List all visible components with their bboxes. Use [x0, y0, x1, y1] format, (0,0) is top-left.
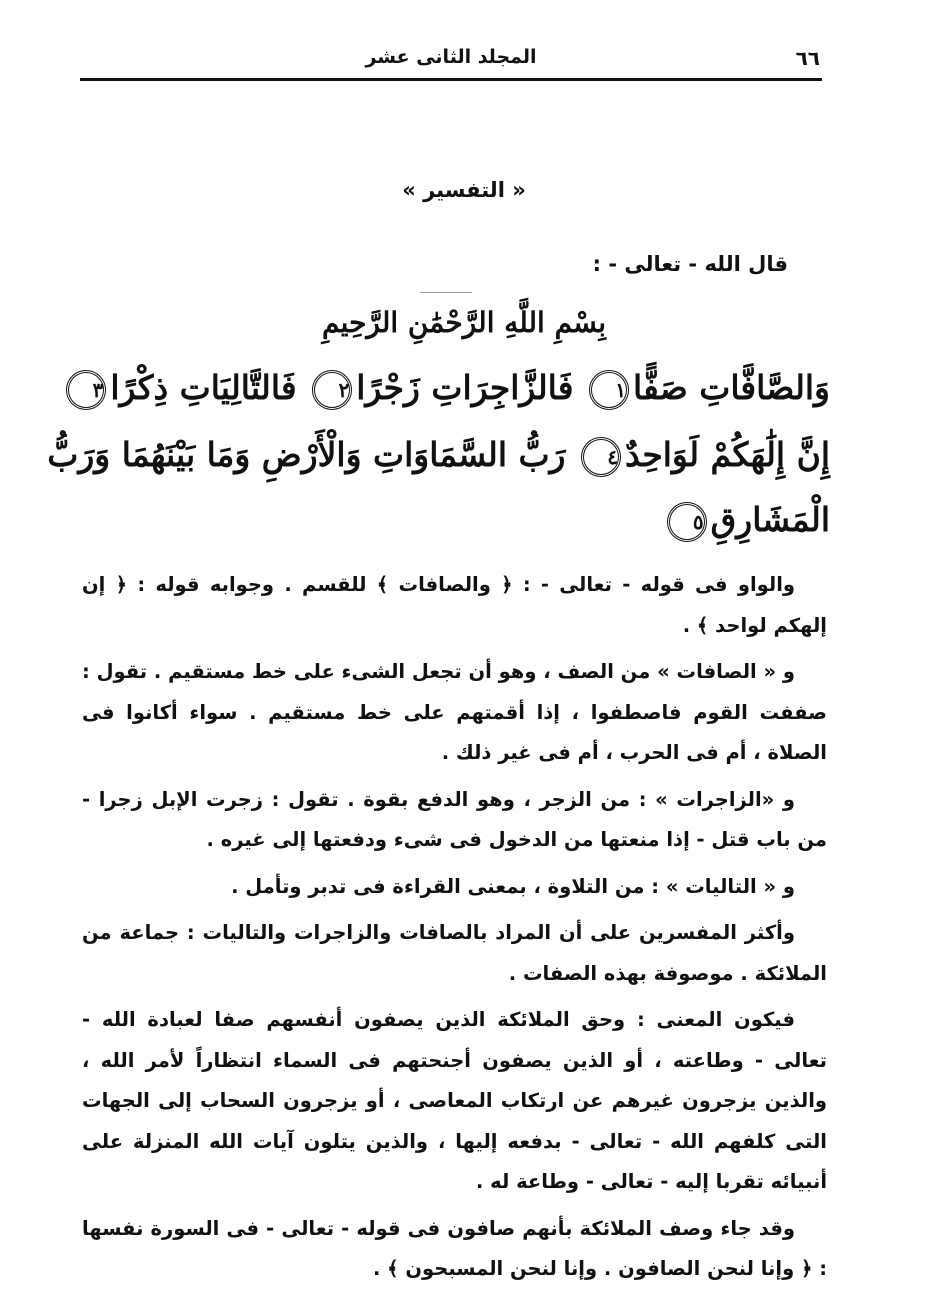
page-header — [80, 40, 822, 81]
verse-text: إِنَّ إِلَٰهَكُمْ لَوَاحِدٌ — [625, 435, 830, 474]
paragraph: و « الصافات » من الصف ، وهو أن تجعل الشىء على خط مستقيم . تقول : صففت القوم فاصطفوا ، إذا أقمتهم على خط مستقيم . سواء أكانوا فى الصلاة ، أم فى الحرب ، أم فى غير ذلك . — [82, 660, 827, 764]
paragraph: و «الزاجرات » : من الزجر ، وهو الدفع بقوة . تقول : زجرت الإبل زجرا - من باب قتل - إذا منعتها من الدخول فى شىء ودفعتها إلى غيره . — [82, 787, 827, 851]
verse-text: الْمَشَارِقِ — [710, 500, 830, 539]
commentary-text — [82, 565, 827, 1296]
verse-number-marker: ٢ — [312, 370, 352, 410]
quran-line-3 — [150, 500, 830, 542]
paragraph: وأكثر المفسرين على أن المراد بالصافات والزاجرات والتاليات : جماعة من الملائكة . موصوفة بهذه الصفات . — [82, 921, 827, 985]
verse-number-marker: ١ — [589, 370, 629, 410]
verse-number-marker: ٣ — [66, 370, 106, 410]
divider — [420, 292, 472, 293]
verse-text: رَبُّ السَّمَاوَاتِ وَالْأَرْضِ وَمَا بَيْنَهُمَا وَرَبُّ — [47, 435, 566, 474]
page-number: ٦٦ — [795, 46, 820, 70]
running-title: المجلد الثانى عشر — [365, 46, 537, 68]
verse-text: وَالصَّافَّاتِ صَفًّا — [633, 368, 830, 407]
paragraph: و « التاليات » : من التلاوة ، بمعنى القراءة فى تدبر وتأمل . — [231, 874, 795, 898]
verse-number-marker: ٤ — [581, 437, 621, 477]
section-title: « التفسير » — [402, 178, 526, 202]
basmala: بِسْمِ اللَّهِ الرَّحْمَٰنِ الرَّحِيمِ — [322, 306, 606, 339]
paragraph: والواو فى قوله - تعالى - : ﴿ والصافات ﴾ للقسم . وجوابه قوله : ﴿ إن إلهكم لواحد ﴾ . — [82, 573, 827, 637]
quran-line-2 — [47, 435, 830, 477]
paragraph: وقد جاء وصف الملائكة بأنهم صافون فى قوله - تعالى - فى السورة نفسها : ﴿ وإنا لنحن الصافون . وإنا لنحن المسبحون ﴾ . — [82, 1216, 827, 1280]
verse-number-marker: ٥ — [667, 502, 707, 542]
verse-text: فَالتَّالِيَاتِ ذِكْرًا — [110, 368, 297, 407]
paragraph: فيكون المعنى : وحق الملائكة الذين يصفون أنفسهم صفا لعبادة الله - تعالى - وطاعته ، أو الذين يصفون أجنحتهم فى السماء انتظاراً لأمر الله ، والذين يزجرون غيرهم عن ارتكاب المعاصى ، أو يزجرون السحاب إلى الجهات التى كلفهم الله - تعالى - بدفعه إليها ، والذين يتلون آيات الله المنزلة على أنبيائه تقربا إليه - تعالى - وطاعة له . — [82, 1008, 827, 1193]
verse-text: فَالزَّاجِرَاتِ زَجْرًا — [356, 368, 574, 407]
quran-line-1 — [92, 368, 830, 410]
intro-line: قال الله - تعالى - : — [592, 252, 788, 276]
